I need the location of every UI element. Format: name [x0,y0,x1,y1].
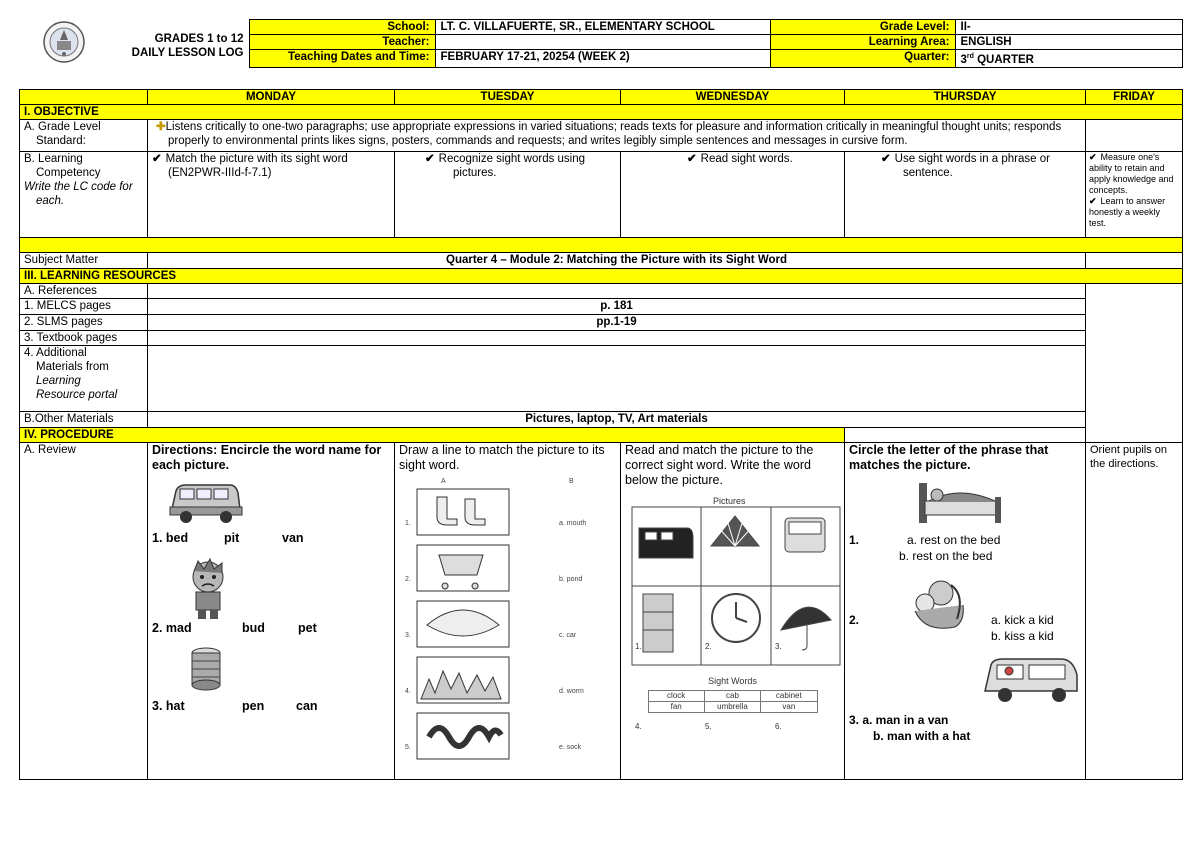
other-materials-label: B.Other Materials [20,412,148,428]
subject-matter-friday [1086,253,1183,269]
header-table [19,19,1183,68]
man-in-van-picture-icon [981,655,1081,707]
review-monday-item1: 1. bed pit van [152,531,304,545]
van-picture-icon [166,479,246,527]
sight-words-box: Sight Words clock cab cabinet fan umbrella van [625,674,840,713]
check-icon: ✔ [687,153,697,165]
review-monday: Directions: Encircle the word name for each picture. 1. bed pit van 2. mad bud pet 3. hat pen can [148,443,395,780]
standard-text: ✚Listens critically to one-two paragraphs; use appropriate expressions in varied situations; reads texts for pleasure and information critically in meaningful thought units; responds properly to environmental prints likes signs, posters, commands and requests; and writes legibly simple sentences and messages in cursive form. [148,120,1086,152]
day-tuesday: TUESDAY [395,90,621,105]
standard-friday [1086,120,1183,152]
slms-label: 2. SLMS pages [20,315,148,331]
tuesday-pictures-icon [415,487,515,777]
competency-monday: ✔ Match the picture with its sight word (EN2PWR-IIId-f-7.1) [148,152,395,238]
textbook-label: 3. Textbook pages [20,331,148,346]
tuesday-worksheet: A B 1. 2. 3. 4. 5. a. mouth b. pond c. car d. worm e. sock [399,473,616,768]
standard-label: A. Grade Level Standard: [20,120,148,152]
deped-seal-icon [24,20,104,64]
teaching-dates-value: FEBRUARY 17-21, 20254 (WEEK 2) [435,50,770,68]
review-label: A. Review [20,443,148,780]
mad-boy-picture-icon [178,557,238,621]
teaching-dates-label: Teaching Dates and Time: [249,50,435,68]
day-wednesday: WEDNESDAY [621,90,845,105]
check-icon: ✔ [425,153,435,165]
review-wednesday: Read and match the picture to the correct sight word. Write the word below the picture. Pictures 1. 2. 3. 4. 5. 6. Sight Words clock cab cabinet fan umbrella van [621,443,845,780]
check-icon: ✔ [1089,152,1097,162]
subject-matter-value: Quarter 4 – Module 2: Matching the Picture with its Sight Word [148,253,1086,269]
learning-area-label: Learning Area: [770,35,955,50]
kiss-picture-icon [901,577,971,635]
references-label: A. References [20,284,148,299]
day-monday: MONDAY [148,90,395,105]
slms-value: pp.1-19 [148,315,1086,331]
check-icon: ✔ [881,153,891,165]
bed-picture-icon [915,479,1005,529]
section-objective: I. OBJECTIVE [20,105,1183,120]
additional-materials-label: 4. Additional Materials from Learning Resource portal [20,346,148,412]
melcs-value: p. 181 [148,299,1086,315]
grade-level-label: Grade Level: [770,20,955,35]
day-header-row [20,90,1183,105]
grade-level-value: II- [955,20,1182,35]
review-monday-item2: 2. mad bud pet [152,621,317,635]
bullet-icon: ✚ [156,121,166,133]
sight-words-table: clock cab cabinet fan umbrella van [648,690,818,713]
lesson-log-table [19,89,1183,780]
review-friday: Orient pupils on the directions. [1086,443,1183,780]
other-materials-value: Pictures, laptop, TV, Art materials [148,412,1086,428]
section-procedure: IV. PROCEDURE [20,428,845,443]
competency-tuesday: ✔ Recognize sight words using pictures. [395,152,621,238]
melcs-label: 1. MELCS pages [20,299,148,315]
quarter-label: Quarter: [770,50,955,68]
deped-logo-cell [19,20,114,68]
section-content-blank [20,238,1183,253]
wednesday-pictures-icon [631,506,841,666]
competency-wednesday: ✔ Read sight words. [621,152,845,238]
learning-area-value: ENGLISH [955,35,1182,50]
resources-friday [1086,284,1183,443]
teacher-value [435,35,770,50]
school-label: School: [249,20,435,35]
competency-friday: ✔ Measure one's ability to retain and apply knowledge and concepts. ✔ Learn to answer honestly a weekly test. [1086,152,1183,238]
thursday-worksheet: 1. a. rest on the bed b. rest on the bed 2. a. kick a kid b. kiss a kid 3. a. man in a van b. man with a hat [849,473,1081,773]
review-thursday: Circle the letter of the phrase that matches the picture. 1. a. rest on the bed b. rest on the bed 2. a. kick a kid b. kiss a kid 3. a. man in a van b. man with a hat [845,443,1086,780]
review-monday-item3: 3. hat pen can [152,699,318,713]
day-header-empty [20,90,148,105]
section-resources: III. LEARNING RESOURCES [20,269,1183,284]
day-thursday: THURSDAY [845,90,1086,105]
dll-title: GRADES 1 to 12 DAILY LESSON LOG [131,33,244,59]
can-picture-icon [186,645,226,693]
day-friday: FRIDAY [1086,90,1183,105]
competency-thursday: ✔ Use sight words in a phrase or sentence. [845,152,1086,238]
school-value: LT. C. VILLAFUERTE, SR., ELEMENTARY SCHOOL [435,20,770,35]
wednesday-worksheet: Pictures 1. 2. 3. 4. 5. 6. [625,488,840,748]
competency-label: B. Learning Competency Write the LC code for each. [20,152,148,238]
review-tuesday: Draw a line to match the picture to its sight word. A B 1. 2. 3. 4. 5. a. mouth b. pond c. car d. worm e. sock [395,443,621,780]
check-icon: ✔ [1089,196,1097,206]
quarter-value: 3rd QUARTER [955,50,1182,68]
textbook-value [148,331,1086,346]
check-icon: ✔ [152,153,162,165]
references-value [148,284,1086,299]
subject-matter-label: Subject Matter [20,253,148,269]
teacher-label: Teacher: [249,35,435,50]
additional-materials-value [148,346,1086,412]
